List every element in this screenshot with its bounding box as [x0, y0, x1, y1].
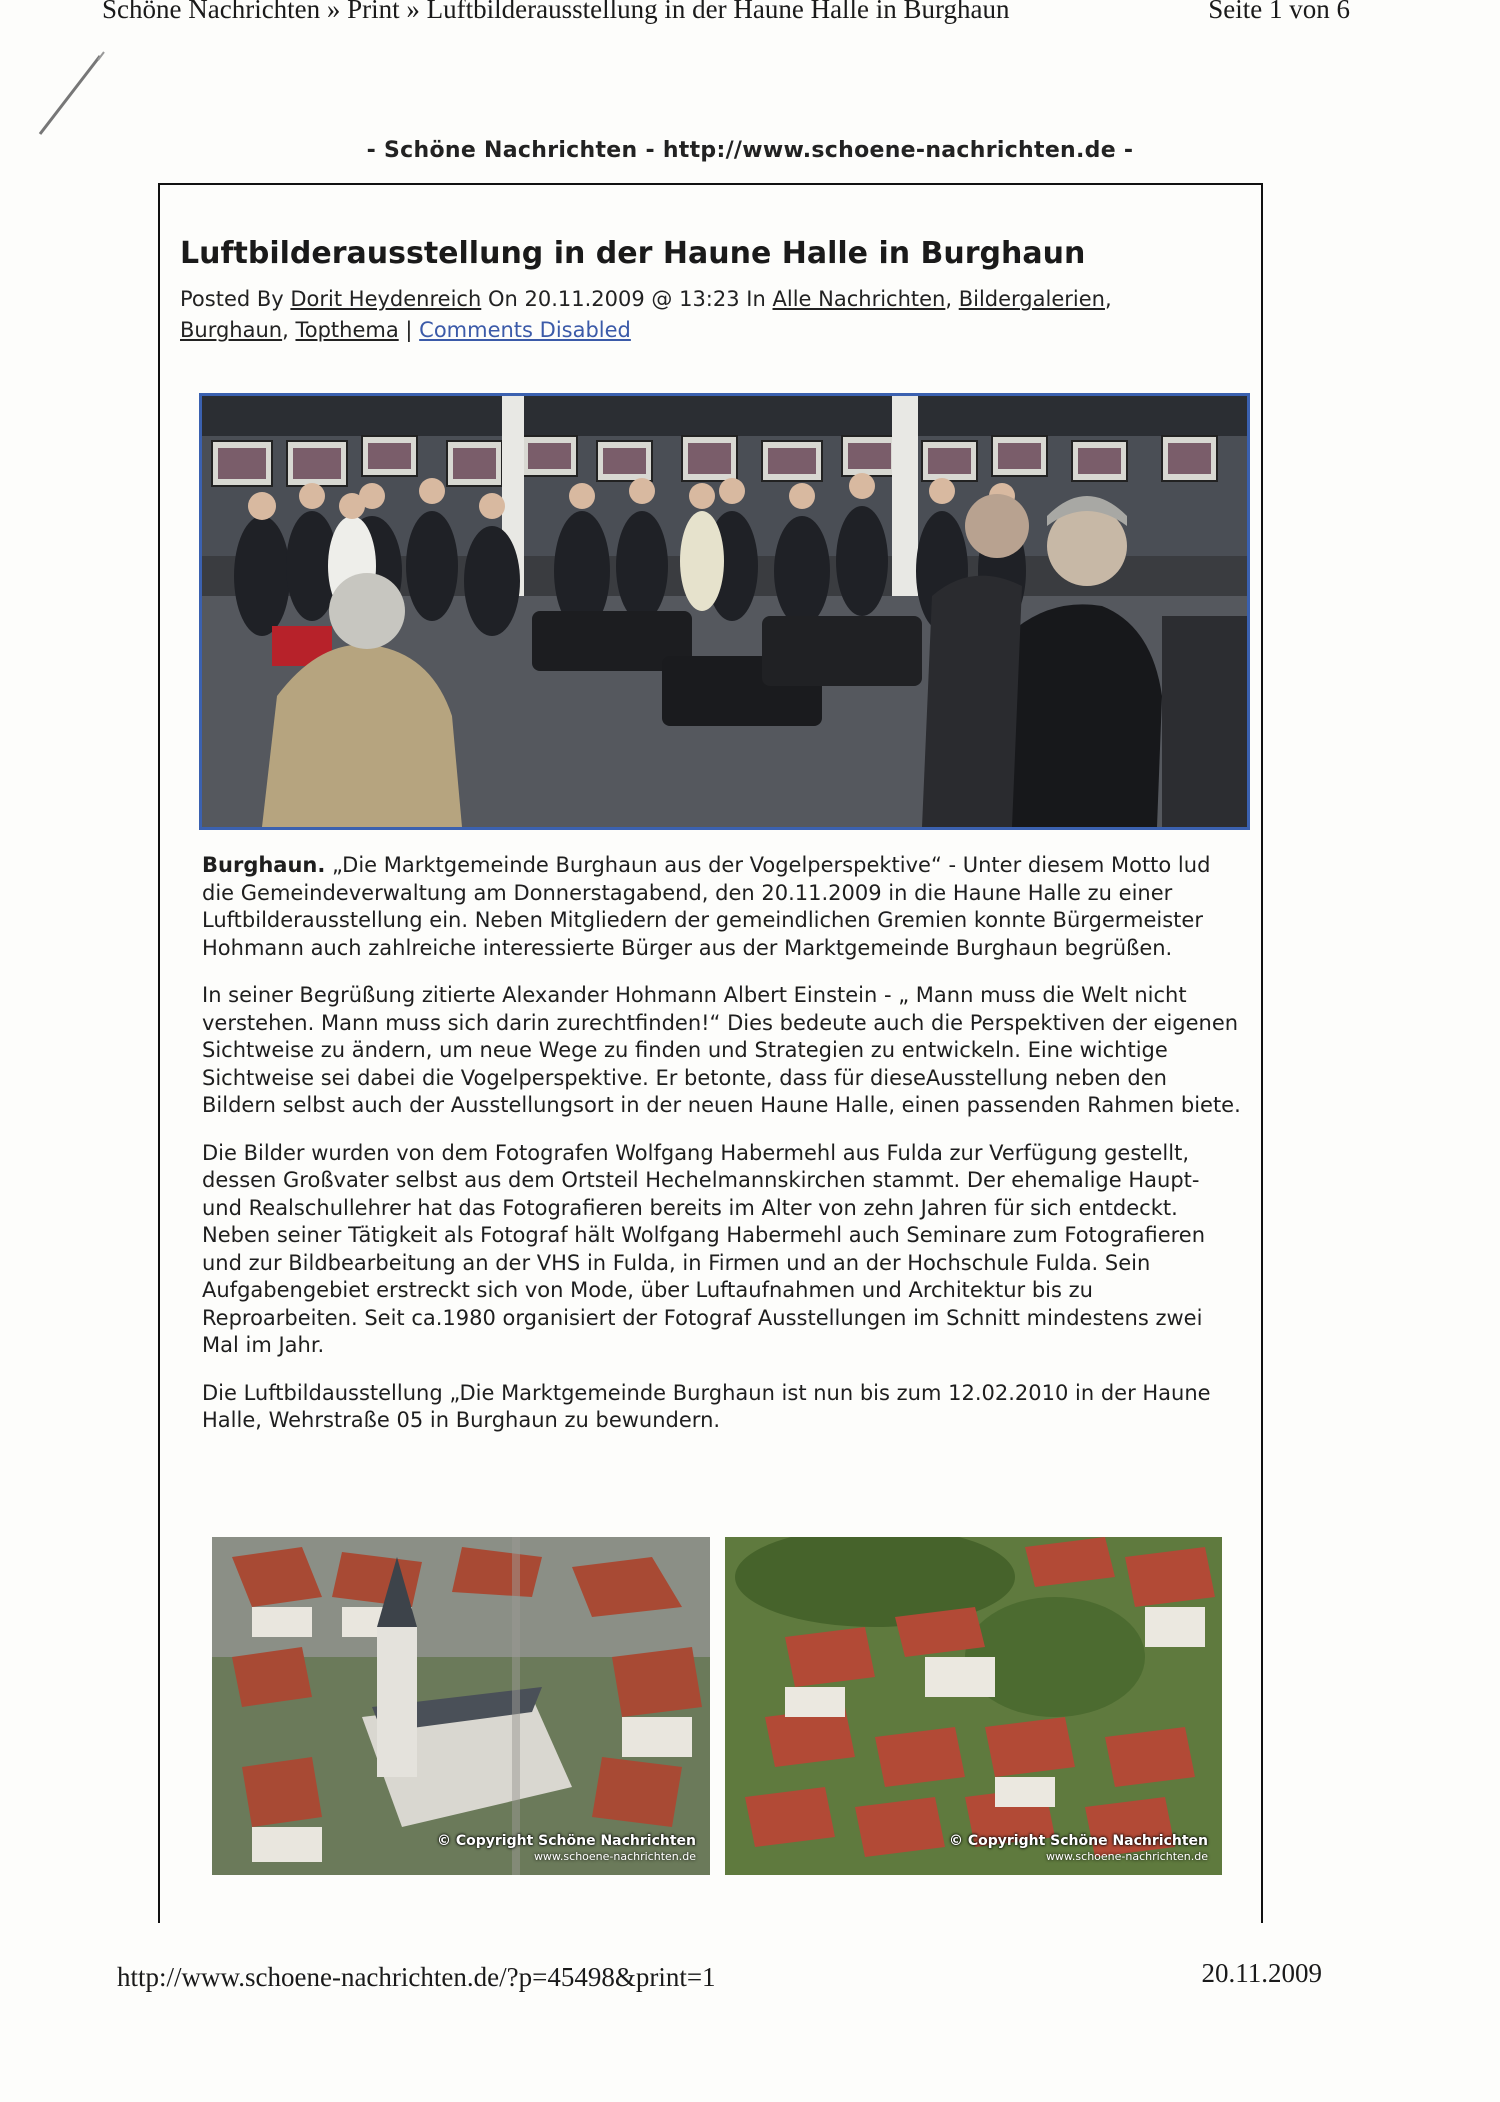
exhibition-photo-illustration — [202, 396, 1247, 827]
thumb-2-url: www.schoene-nachrichten.de — [1045, 1850, 1208, 1863]
article-body — [202, 852, 1242, 1455]
author-link[interactable]: Dorit Heydenreich — [290, 287, 482, 311]
article-paragraph-1-text: „Die Marktgemeinde Burghaun aus der Vogelperspektive“ - Unter diesem Motto lud die Gemeindeverwaltung am Donnerstagabend, den 20.11.2009 in die Haune Halle zu einer Luftbilderausstellung ein. Neben Mitgliedern der gemeindlichen Gremien konnte Bürgermeister Hohmann auch zahlreiche interessierte Bürger aus der Marktgemeinde Burghaun begrüßen. — [202, 853, 1211, 960]
thumb-2-copyright: © Copyright Schöne Nachrichten — [948, 1833, 1208, 1849]
category-link-topthema[interactable]: Topthema — [295, 318, 399, 342]
print-footer-url: http://www.schoene-nachrichten.de/?p=45498&print=1 — [117, 1962, 716, 1992]
post-datetime: 20.11.2009 @ 13:23 — [524, 287, 740, 311]
print-page-count: Seite 1 von 6 — [1208, 0, 1350, 24]
meta-separator: | — [405, 318, 413, 342]
aerial-photo-church-illustration — [212, 1537, 710, 1875]
category-link-bildergalerien[interactable]: Bildergalerien — [958, 287, 1105, 311]
article-paragraph-1 — [202, 852, 1242, 962]
posted-by-label: Posted By — [180, 287, 284, 311]
print-header — [102, 0, 1350, 30]
hero-photo — [199, 393, 1250, 830]
article-paragraph-2: In seiner Begrüßung zitierte Alexander Hohmann Albert Einstein - „ Mann muss die Welt nicht verstehen. Mann muss sich darin zurechtfinden!“ Dies bedeute auch die Perspektiven der eigenen Sichtweise zu ändern, um neue Wege zu finden und Strategien zu entwickeln. Eine wichtige Sichtweise sei dabei die Vogelperspektive. Er betonte, dass für dieseAusstellung neben den Bildern selbst auch der Ausstellungsort in der neuen Haune Halle, einen passenden Rahmen biete. — [202, 983, 1241, 1117]
in-label: In — [746, 287, 766, 311]
post-meta: Posted By Dorit Heydenreich On 20.11.2009 @ 13:23 In Alle Nachrichten, Bildergalerien, Burghaun, Topthema | Comments Disabled — [180, 287, 1112, 342]
post-title: Luftbilderausstellung in der Haune Halle in Burghaun — [180, 236, 1086, 271]
article-paragraph-4: Die Luftbildausstellung „Die Marktgemeinde Burghaun ist nun bis zum 12.02.2010 in der Haune Halle, Wehrstraße 05 in Burghaun zu bewundern. — [202, 1380, 1211, 1432]
print-header-title: Schöne Nachrichten » Print » Luftbilderausstellung in der Haune Halle in Burghaun — [102, 0, 1010, 24]
on-label: On — [487, 287, 518, 311]
thumb-1-copyright: © Copyright Schöne Nachrichten — [436, 1833, 696, 1849]
aerial-photo-village[interactable] — [725, 1537, 1222, 1875]
print-footer-date: 20.11.2009 — [1201, 1958, 1322, 1988]
article-lead: Burghaun. — [202, 853, 326, 877]
aerial-photo-village-illustration — [725, 1537, 1222, 1875]
thumb-1-url: www.schoene-nachrichten.de — [533, 1850, 696, 1863]
category-link-burghaun[interactable]: Burghaun — [180, 318, 283, 342]
site-header: - Schöne Nachrichten - http://www.schoene-nachrichten.de - — [366, 138, 1134, 163]
category-link-alle-nachrichten[interactable]: Alle Nachrichten — [772, 287, 946, 311]
aerial-photo-church[interactable] — [212, 1537, 710, 1875]
comments-link[interactable]: Comments Disabled — [419, 318, 631, 342]
aerial-photo-gallery — [212, 1537, 1222, 1877]
pen-mark — [30, 50, 110, 140]
article-paragraph-3: Die Bilder wurden von dem Fotografen Wolfgang Habermehl aus Fulda zur Verfügung gestellt, dessen Großvater selbst aus dem Ortsteil Hechelmannskirchen stammt. Der ehemalige Haupt- und Realschullehrer hat das Fotografieren bereits im Alter von zehn Jahren für sich entdeckt. Neben seiner Tätigkeit als Fotograf hält Wolfgang Habermehl auch Seminare zum Fotografieren und zur Bildbearbeitung an der VHS in Fulda, in Firmen und an der Hochschule Fulda. Sein Aufgabengebiet erstreckt sich von Mode, über Luftaufnahmen und Architektur bis zu Reproarbeiten. Seit ca.1980 organisiert der Fotograf Ausstellungen im Schnitt mindestens zwei Mal im Jahr. — [202, 1140, 1206, 1357]
